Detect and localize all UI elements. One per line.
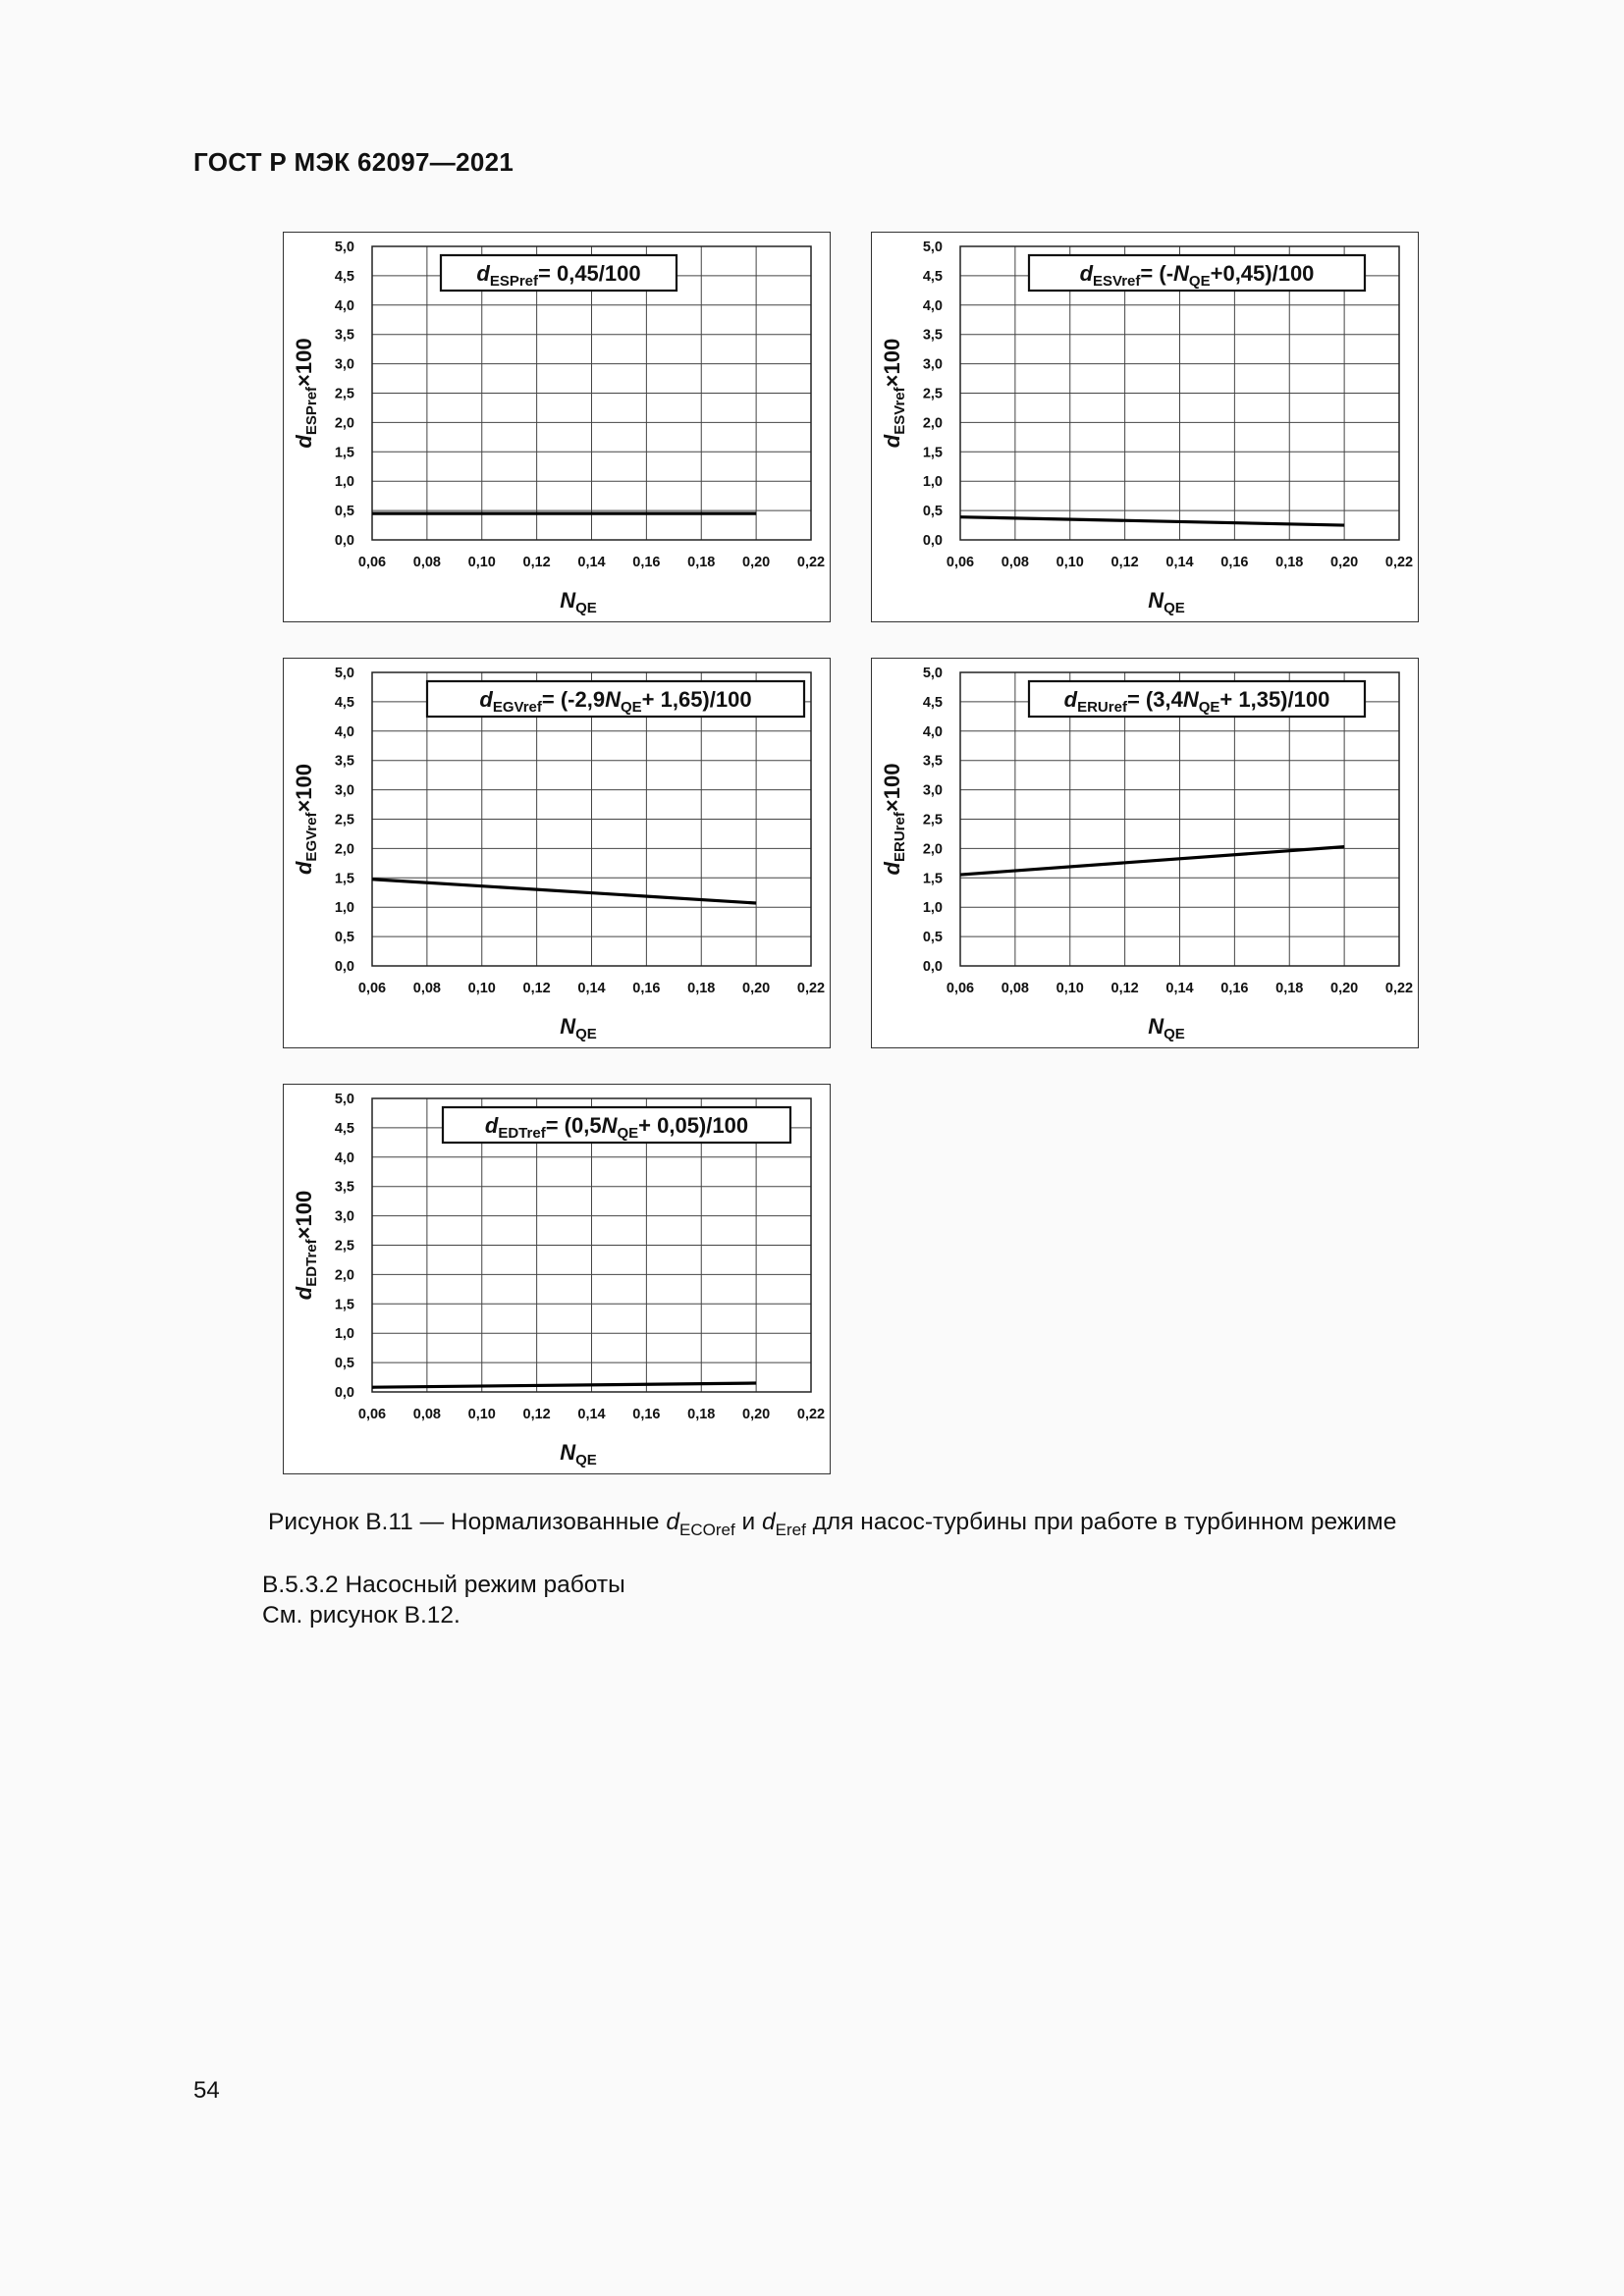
y-tick-label: 3,5 [334,1179,354,1196]
y-tick-label: 2,0 [334,415,354,432]
y-tick-label: 0,5 [922,930,943,946]
y-axis-label [292,1191,320,1300]
y-tick-label: 5,0 [334,1092,354,1107]
x-tick-label: 0,18 [1275,555,1304,570]
y-tick-label: 3,5 [334,753,354,770]
chart-svg [872,233,1420,623]
y-tick-label: 2,0 [922,841,943,858]
formula-var: N [1182,687,1199,712]
y-tick-label: 4,0 [922,723,943,740]
y-axis-label-subscript: ESVref [892,387,908,435]
formula-subscript: ERUref [1077,699,1127,716]
y-tick-label: 4,0 [922,297,943,314]
formula-part: = (3,4 [1126,687,1183,712]
y-axis-label-suffix: ×100 [292,338,316,387]
y-tick-label: 2,5 [922,812,943,828]
formula-part: + 0,05)/100 [638,1113,749,1138]
formula-var: d [479,687,493,712]
x-axis-label [560,1014,597,1042]
chart-edtref-panel [283,1084,831,1474]
formula-var: d [484,1113,499,1138]
x-tick-label: 0,10 [467,981,496,996]
x-tick-label: 0,16 [632,1407,661,1422]
formula-var: d [1079,261,1094,286]
x-tick-label: 0,16 [1220,555,1249,570]
x-tick-label: 0,08 [412,555,441,570]
y-axis-label-suffix: ×100 [292,1190,316,1240]
formula-part: + 1,65)/100 [641,687,752,712]
caption-and: и [734,1509,762,1535]
y-tick-label: 2,5 [334,386,354,402]
x-tick-label: 0,20 [742,1407,771,1422]
formula-part: +0,45)/100 [1210,261,1315,286]
y-axis-label [880,339,908,448]
x-tick-label: 0,14 [1165,981,1194,996]
x-tick-label: 0,22 [1384,981,1414,996]
x-tick-label: 0,10 [467,1407,496,1422]
chart-svg [872,659,1420,1049]
y-tick-label: 2,5 [922,386,943,402]
x-tick-label: 0,06 [357,555,387,570]
y-tick-label: 0,5 [922,504,943,520]
y-tick-label: 4,0 [334,297,354,314]
x-tick-label: 0,12 [522,981,551,996]
formula-subscript: QE [1198,699,1220,716]
x-tick-label: 0,06 [946,555,975,570]
y-tick-label: 1,0 [922,900,943,917]
caption-prefix: Рисунок В.11 — Нормализованные [268,1509,667,1535]
y-tick-label: 0,5 [334,930,354,946]
x-axis-label [1148,588,1185,616]
figure-caption [268,1509,1396,1540]
x-axis-label [560,1440,597,1468]
formula-subscript: EDTref [498,1125,546,1142]
formula-subscript: QE [1188,273,1211,290]
series-line [960,847,1344,875]
y-tick-label: 2,5 [334,1238,354,1255]
series-line [960,517,1344,525]
x-tick-label: 0,18 [687,1407,716,1422]
formula-subscript: QE [617,1125,639,1142]
x-tick-label: 0,16 [1220,981,1249,996]
y-tick-label: 5,0 [334,240,354,255]
x-tick-label: 0,16 [632,555,661,570]
y-tick-label: 2,0 [922,415,943,432]
y-tick-label: 3,0 [334,1208,354,1225]
chart-svg [284,659,832,1049]
y-tick-label: 0,0 [922,959,943,975]
y-tick-label: 1,0 [334,900,354,917]
y-axis-label-suffix: ×100 [292,763,316,813]
x-axis-label-var: N [1148,588,1164,613]
y-tick-label: 5,0 [922,666,943,681]
x-tick-label: 0,20 [742,555,771,570]
y-tick-label: 0,0 [334,959,354,975]
caption-sub1: ECOref [679,1520,735,1539]
y-tick-label: 1,5 [334,1297,354,1313]
x-tick-label: 0,06 [357,1407,387,1422]
x-tick-label: 0,12 [522,555,551,570]
x-axis-label-subscript: QE [575,1026,597,1042]
x-tick-label: 0,06 [946,981,975,996]
document-header: ГОСТ Р МЭК 62097—2021 [193,147,514,177]
y-tick-label: 4,5 [922,268,943,285]
y-tick-label: 1,0 [334,474,354,491]
y-tick-label: 0,0 [334,533,354,549]
chart-egvref-panel [283,658,831,1048]
x-axis-label-var: N [1148,1014,1164,1039]
x-tick-label: 0,22 [796,555,826,570]
y-tick-label: 4,5 [334,1120,354,1137]
y-axis-label-var: d [292,861,316,876]
caption-suffix: для насос-турбины при работе в турбинном режиме [805,1509,1397,1535]
x-tick-label: 0,10 [1056,981,1084,996]
y-axis-label-var: d [880,861,904,876]
series-line [372,880,756,903]
formula-part: = (-2,9 [541,687,606,712]
formula-var: N [601,1113,618,1138]
y-tick-label: 5,0 [334,666,354,681]
x-axis-label-subscript: QE [575,600,597,616]
y-axis-label-subscript: ERUref [892,812,908,862]
formula-subscript: ESPref [489,273,539,290]
x-axis-label-var: N [560,1014,576,1039]
y-axis-label [880,764,908,876]
y-tick-label: 4,5 [334,268,354,285]
y-tick-label: 1,5 [334,445,354,461]
x-tick-label: 0,22 [796,1407,826,1422]
y-tick-label: 4,5 [922,694,943,711]
x-tick-label: 0,10 [1056,555,1084,570]
x-tick-label: 0,14 [1165,555,1194,570]
x-tick-label: 0,12 [1110,981,1139,996]
x-axis-label-var: N [560,588,576,613]
x-tick-label: 0,18 [1275,981,1304,996]
formula-var: d [476,261,490,286]
x-tick-label: 0,14 [577,1407,606,1422]
y-axis-label-subscript: ESPref [303,386,320,436]
y-tick-label: 3,5 [922,753,943,770]
x-axis-label-var: N [560,1440,576,1465]
section-heading: В.5.3.2 Насосный режим работы [262,1572,625,1598]
x-axis-label [1148,1014,1185,1042]
formula-part: = (0,5 [545,1113,602,1138]
x-tick-label: 0,06 [357,981,387,996]
y-axis-label-var: d [292,1286,316,1301]
y-tick-label: 4,0 [334,723,354,740]
y-tick-label: 3,0 [922,782,943,799]
series-line [372,1383,756,1387]
y-axis-label-subscript: EGVref [303,812,320,862]
formula-subscript: ESVref [1093,273,1141,290]
y-tick-label: 3,5 [334,327,354,344]
formula-var: d [1063,687,1078,712]
y-axis-label [292,764,320,875]
x-tick-label: 0,16 [632,981,661,996]
caption-d1: d [666,1509,679,1535]
y-tick-label: 4,0 [334,1149,354,1166]
x-tick-label: 0,14 [577,555,606,570]
formula-subscript: EGVref [492,699,542,716]
x-tick-label: 0,08 [412,981,441,996]
x-axis-label-subscript: QE [1164,600,1185,616]
x-tick-label: 0,08 [1001,555,1029,570]
y-tick-label: 2,0 [334,1267,354,1284]
y-tick-label: 1,5 [334,871,354,887]
chart-espref-panel [283,232,831,622]
y-tick-label: 1,5 [922,871,943,887]
chart-esvref-panel [871,232,1419,622]
x-tick-label: 0,12 [522,1407,551,1422]
y-axis-label-var: d [880,434,904,449]
y-tick-label: 3,0 [334,356,354,373]
formula-part: = (- [1140,261,1174,286]
x-tick-label: 0,22 [796,981,826,996]
page-number: 54 [193,2077,220,2104]
formula-subscript: QE [620,699,642,716]
chart-svg [284,233,832,623]
x-tick-label: 0,22 [1384,555,1414,570]
figure-reference: См. рисунок В.12. [262,1602,460,1629]
x-tick-label: 0,08 [412,1407,441,1422]
x-tick-label: 0,10 [467,555,496,570]
y-axis-label-subscript: EDTref [303,1239,320,1287]
formula-part: = 0,45/100 [538,261,641,286]
x-axis-label [560,588,597,616]
x-tick-label: 0,20 [742,981,771,996]
y-axis-label-suffix: ×100 [880,763,904,813]
y-tick-label: 3,5 [922,327,943,344]
chart-svg [284,1085,832,1475]
y-tick-label: 0,5 [334,1356,354,1372]
y-tick-label: 0,5 [334,504,354,520]
y-tick-label: 3,0 [334,782,354,799]
formula-var: N [1173,261,1189,286]
x-tick-label: 0,20 [1330,981,1359,996]
y-tick-label: 0,0 [922,533,943,549]
y-tick-label: 1,0 [922,474,943,491]
y-tick-label: 0,0 [334,1385,354,1401]
x-axis-label-subscript: QE [1164,1026,1185,1042]
x-tick-label: 0,20 [1330,555,1359,570]
y-axis-label-suffix: ×100 [880,338,904,388]
x-tick-label: 0,14 [577,981,606,996]
y-tick-label: 2,0 [334,841,354,858]
chart-eruref-panel [871,658,1419,1048]
formula-var: N [605,687,621,712]
y-tick-label: 1,0 [334,1326,354,1343]
x-tick-label: 0,18 [687,981,716,996]
y-tick-label: 1,5 [922,445,943,461]
caption-d2: d [762,1509,776,1535]
y-tick-label: 2,5 [334,812,354,828]
y-axis-label [292,338,320,448]
y-axis-label-var: d [292,435,316,449]
y-tick-label: 5,0 [922,240,943,255]
y-tick-label: 4,5 [334,694,354,711]
x-axis-label-subscript: QE [575,1452,597,1468]
y-tick-label: 3,0 [922,356,943,373]
x-tick-label: 0,08 [1001,981,1029,996]
x-tick-label: 0,18 [687,555,716,570]
caption-sub2: Eref [775,1520,806,1539]
formula-part: + 1,35)/100 [1219,687,1330,712]
x-tick-label: 0,12 [1110,555,1139,570]
